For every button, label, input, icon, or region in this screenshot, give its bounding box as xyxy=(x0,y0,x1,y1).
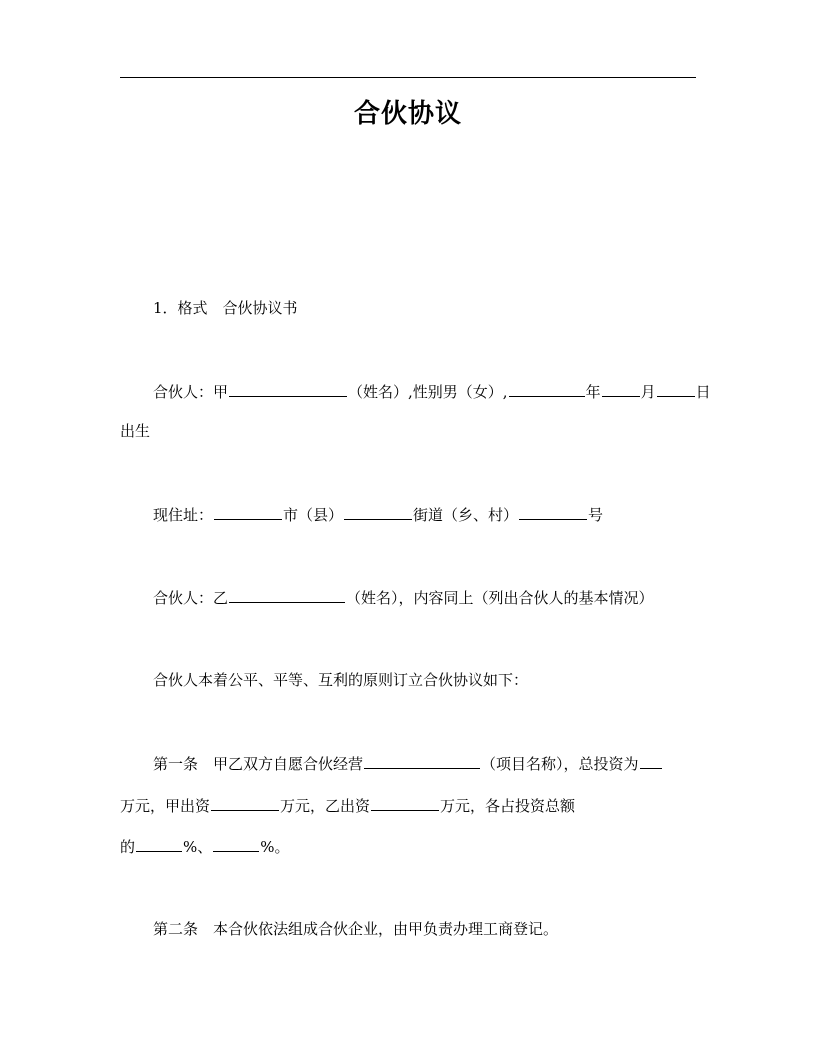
party-a-investment-blank[interactable] xyxy=(211,795,279,811)
partner-a-line xyxy=(120,381,733,402)
birth-day-blank[interactable] xyxy=(657,381,695,397)
partner-b-suffix: （姓名），内容同上（列出合伙人的基本情况） xyxy=(346,589,654,607)
birth-month-blank[interactable] xyxy=(602,381,640,397)
party-b-investment-blank[interactable] xyxy=(371,795,439,811)
street-blank[interactable] xyxy=(344,504,412,520)
party-a-share-blank[interactable] xyxy=(136,836,182,852)
city-label: 市（县） xyxy=(283,506,344,524)
article1-text4: 万元，乙出资 xyxy=(280,797,371,815)
project-name-blank[interactable] xyxy=(364,753,480,769)
article1-text6: 的 xyxy=(120,838,136,856)
format-line xyxy=(120,298,733,318)
year-label: 年 xyxy=(585,383,601,401)
top-rule xyxy=(120,77,696,78)
partner-a-born-line xyxy=(120,421,700,441)
birth-year-blank[interactable] xyxy=(509,381,585,397)
partner-b-prefix: 合伙人：乙 xyxy=(153,589,229,607)
article2-text: 第二条 本合伙依法组成合伙企业，由甲负责办理工商登记。 xyxy=(153,920,559,938)
city-blank[interactable] xyxy=(214,504,282,520)
address-prefix: 现住址： xyxy=(153,506,214,524)
article1-text8: %。 xyxy=(260,838,290,856)
article1-text1: 第一条 甲乙双方自愿合伙经营 xyxy=(153,755,364,773)
article2-line xyxy=(120,919,733,939)
preamble-line xyxy=(120,670,733,690)
party-b-share-blank[interactable] xyxy=(213,836,259,852)
article1-text2: （项目名称），总投资为 xyxy=(481,755,639,773)
partner-a-name-hint: （姓名）,性别男（女）, xyxy=(348,383,508,401)
month-label: 月 xyxy=(640,383,656,401)
article1-line3 xyxy=(120,836,700,857)
total-investment-blank[interactable] xyxy=(640,753,662,769)
article1-line1 xyxy=(120,753,733,774)
street-label: 街道（乡、村） xyxy=(413,506,519,524)
format-text: 1．格式 合伙协议书 xyxy=(153,299,298,317)
article1-text3: 万元，甲出资 xyxy=(120,797,211,815)
house-number-blank[interactable] xyxy=(519,504,587,520)
number-label: 号 xyxy=(588,506,604,524)
article1-text5: 万元，各占投资总额 xyxy=(440,797,576,815)
address-line xyxy=(120,504,733,525)
document-title: 合伙协议 xyxy=(353,99,462,129)
partner-a-prefix: 合伙人：甲 xyxy=(153,383,229,401)
article1-line2 xyxy=(120,795,700,816)
partner-b-line xyxy=(120,587,733,608)
preamble-text: 合伙人本着公平、平等、互利的原则订立合伙协议如下： xyxy=(153,671,529,689)
partner-b-name-blank[interactable] xyxy=(229,587,345,603)
article1-text7: %、 xyxy=(183,838,213,856)
day-label: 日 xyxy=(695,383,711,401)
born-label: 出生 xyxy=(120,422,151,440)
partner-a-name-blank[interactable] xyxy=(229,381,347,397)
